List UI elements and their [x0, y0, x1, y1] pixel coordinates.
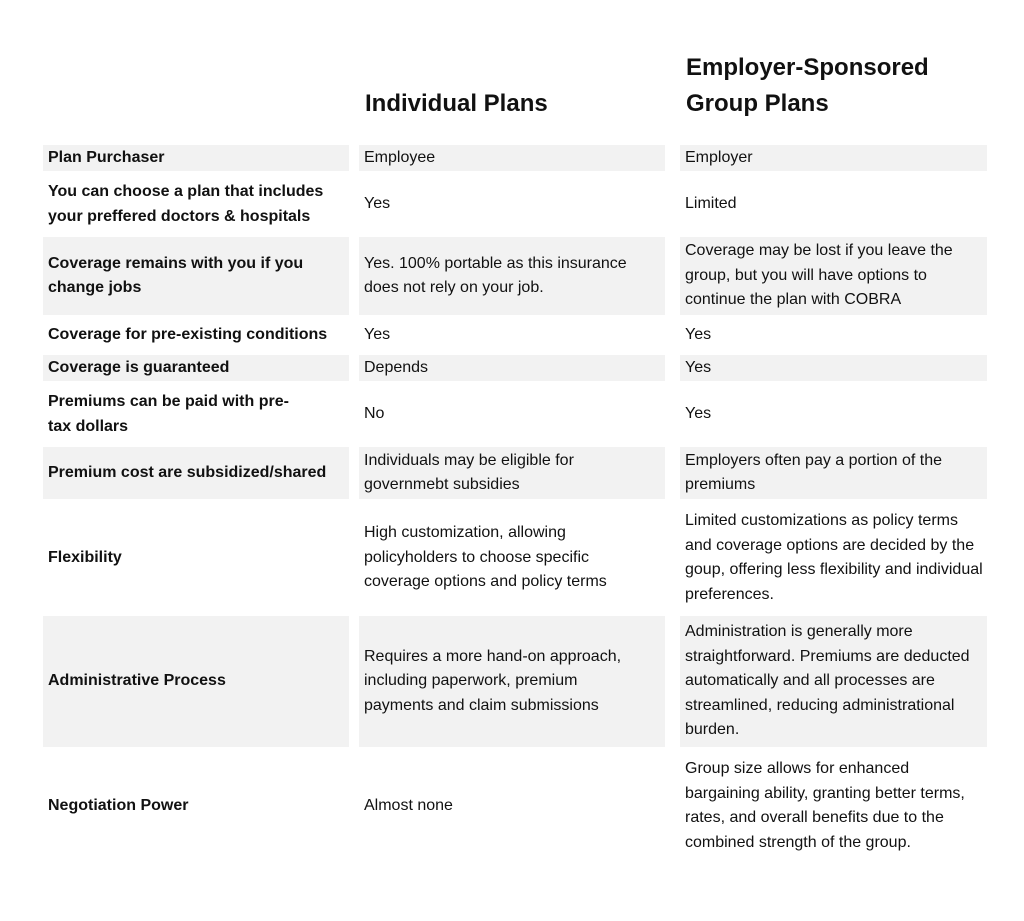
individual-plan-cell [359, 755, 665, 857]
row-label: Flexibility [48, 548, 122, 566]
table-row [43, 389, 987, 440]
row-label-cell [43, 389, 349, 440]
row-label-cell [43, 616, 349, 747]
individual-plan-value: Yes [364, 195, 391, 213]
individual-plan-cell [359, 237, 665, 315]
row-label-cell [43, 179, 349, 230]
individual-plans-header-text: Individual Plans [365, 90, 548, 117]
table-row [43, 145, 987, 171]
row-label-cell [43, 145, 349, 171]
individual-plan-cell [359, 616, 665, 747]
individual-plan-cell [359, 355, 665, 381]
group-plan-cell [680, 616, 987, 747]
group-plan-value: Yes [685, 358, 712, 376]
table-row [43, 447, 987, 499]
individual-plan-cell [359, 447, 665, 499]
table-row [43, 616, 987, 747]
individual-plan-cell [359, 145, 665, 171]
table-row [43, 507, 987, 609]
row-label: You can choose a plan that includes your preffered doctors & hospitals [48, 183, 324, 225]
group-plan-cell [680, 322, 987, 348]
group-plan-value: Employer [685, 148, 753, 166]
group-plan-cell [680, 179, 987, 230]
individual-plan-value: No [364, 405, 385, 423]
row-label: Coverage for pre-existing conditions [48, 325, 328, 343]
group-plan-cell [680, 389, 987, 440]
row-label-cell [43, 507, 349, 609]
individual-plan-value: Individuals may be eligible for governmebt subsidies [364, 451, 574, 493]
group-plan-cell [680, 145, 987, 171]
group-plan-cell [680, 447, 987, 499]
row-label: Coverage is guaranteed [48, 358, 230, 376]
row-label-cell [43, 355, 349, 381]
individual-plan-value: Employee [364, 148, 436, 166]
row-label-cell [43, 322, 349, 348]
table-row [43, 322, 987, 348]
table-row [43, 355, 987, 381]
individual-plans-header [365, 86, 548, 122]
group-plan-cell [680, 755, 987, 857]
row-label: Coverage remains with you if you change jobs [48, 254, 304, 296]
group-plan-value: Coverage may be lost if you leave the group, but you will have options to continue the plan with COBRA [685, 242, 953, 309]
group-plan-value: Administration is generally more straightforward. Premiums are deducted automatically and all processes are streamlined, reducing administrational burden. [685, 623, 970, 739]
group-plans-header-line2: Group Plans [686, 90, 829, 117]
group-plan-value: Yes [685, 325, 712, 343]
group-plan-value: Limited [685, 195, 737, 213]
row-label: Negotiation Power [48, 796, 189, 814]
row-label-cell [43, 447, 349, 499]
row-label-cell [43, 237, 349, 315]
group-plan-cell [680, 507, 987, 609]
table-row [43, 179, 987, 230]
table-row [43, 237, 987, 315]
individual-plan-cell [359, 507, 665, 609]
row-label: Administrative Process [48, 672, 226, 690]
row-label: Premium cost are subsidized/shared [48, 463, 327, 481]
individual-plan-cell [359, 389, 665, 440]
individual-plan-cell [359, 179, 665, 230]
row-label: Plan Purchaser [48, 148, 165, 166]
row-label-cell [43, 755, 349, 857]
group-plan-value: Employers often pay a portion of the premiums [685, 451, 943, 493]
group-plans-header [686, 50, 1006, 122]
individual-plan-value: Yes [364, 325, 391, 343]
individual-plan-value: High customization, allowing policyholders to choose specific coverage options and policy terms [364, 524, 607, 591]
group-plan-cell [680, 237, 987, 315]
individual-plan-cell [359, 322, 665, 348]
individual-plan-value: Requires a more hand-on approach, including paperwork, premium payments and claim submissions [364, 647, 622, 714]
group-plan-cell [680, 355, 987, 381]
group-plan-value: Limited customizations as policy terms and coverage options are decided by the goup, offering less flexibility and individual preferences. [685, 512, 983, 603]
group-plan-value: Group size allows for enhanced bargaining ability, granting better terms, rates, and overall benefits due to the combined strength of the group. [685, 760, 965, 851]
individual-plan-value: Almost none [364, 796, 453, 814]
group-plan-value: Yes [685, 405, 712, 423]
row-label: Premiums can be paid with pre-tax dollars [48, 393, 289, 435]
table-row [43, 755, 987, 857]
individual-plan-value: Yes. 100% portable as this insurance does not rely on your job. [364, 254, 627, 296]
group-plans-header-line1: Employer-Sponsored [686, 54, 929, 81]
individual-plan-value: Depends [364, 358, 429, 376]
